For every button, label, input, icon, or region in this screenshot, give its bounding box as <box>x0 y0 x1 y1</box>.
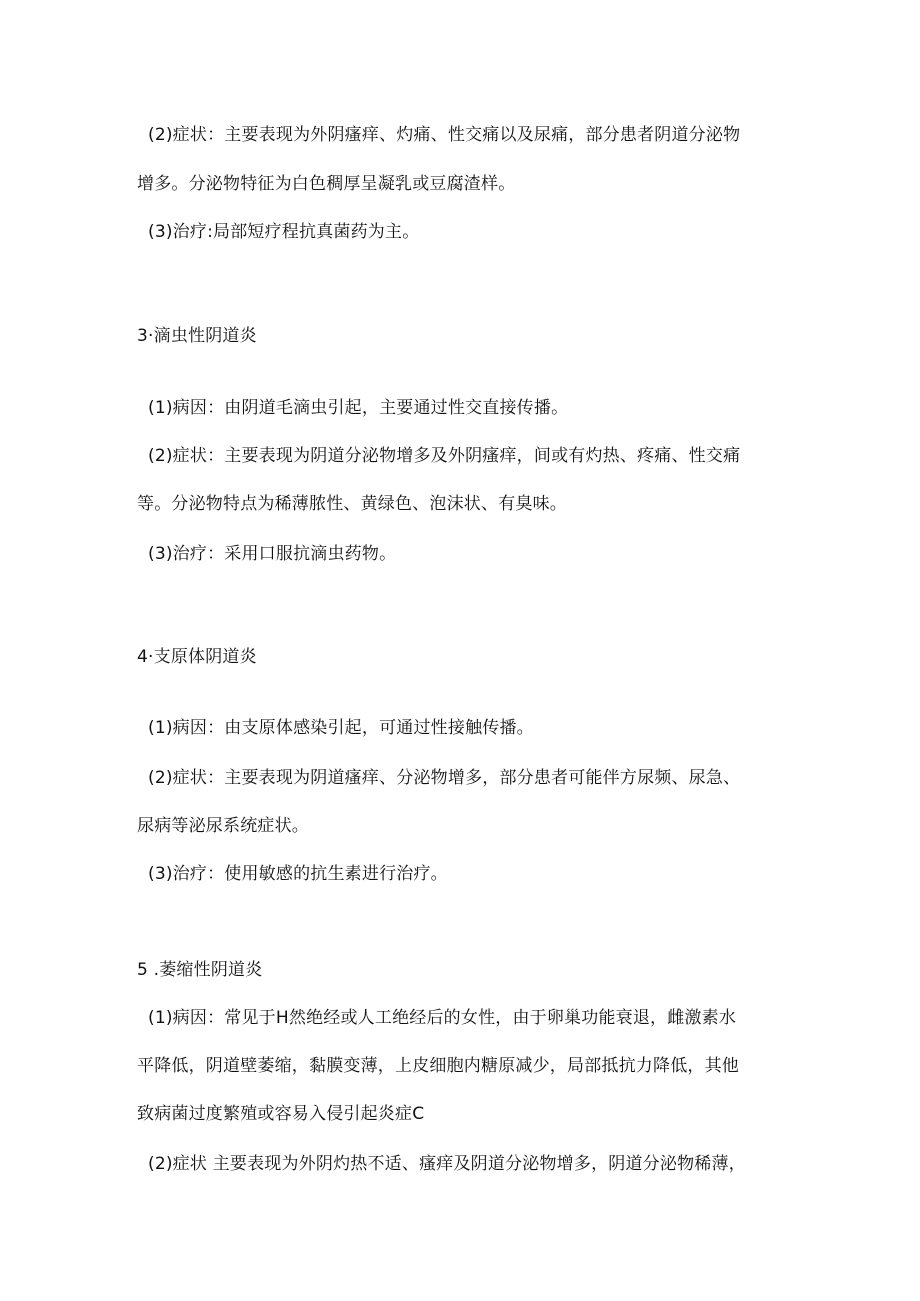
paragraph-line: 等。分泌物特点为稀薄脓性、黄绿色、泡沫状、有臭味。 <box>137 494 567 514</box>
paragraph-line: (1)病因：由阴道毛滴虫引起，主要通过性交直接传播。 <box>148 398 569 418</box>
paragraph-line: 平降低，阴道壁萎缩，黏膜变薄，上皮细胞内糖原减少，局部抵抗力降低，其他 <box>137 1056 739 1076</box>
paragraph-line: 尿病等泌尿系统症状。 <box>137 816 309 836</box>
paragraph-line: (3)治疗:局部短疗程抗真菌药为主。 <box>148 222 420 242</box>
paragraph-line: 增多。分泌物特征为白色稠厚呈凝乳或豆腐渣样。 <box>137 174 516 194</box>
paragraph-line: (2)症状：主要表现为阴道瘙痒、分泌物增多，部分患者可能伴方尿频、尿急、 <box>148 768 741 788</box>
paragraph-line: (3)治疗：使用敏感的抗生素进行治疗。 <box>148 864 448 884</box>
paragraph-line: (2)症状 主要表现为外阴灼热不适、瘙痒及阴道分泌物增多，阴道分泌物稀薄， <box>148 1154 746 1174</box>
section-heading: 4·支原体阴道炎 <box>137 647 257 667</box>
paragraph-line: (1)病因：常见于H然绝经或人工绝经后的女性，由于卵巢功能衰退，雌激素水 <box>148 1008 737 1028</box>
paragraph-line: 致病菌过度繁殖或容易入侵引起炎症C <box>137 1104 425 1124</box>
section-heading: 3·滴虫性阴道炎 <box>137 326 257 346</box>
paragraph-line: (2)症状：主要表现为阴道分泌物增多及外阴瘙痒，间或有灼热、疼痛、性交痛 <box>148 446 741 466</box>
section-heading: 5 .萎缩性阴道炎 <box>137 960 263 980</box>
paragraph-line: (1)病因：由支原体感染引起，可通过性接触传播。 <box>148 718 534 738</box>
paragraph-line: (3)治疗：采用口服抗滴虫药物。 <box>148 544 397 564</box>
paragraph-line: (2)症状：主要表现为外阴瘙痒、灼痛、性交痛以及尿痛，部分患者阴道分泌物 <box>148 125 741 145</box>
